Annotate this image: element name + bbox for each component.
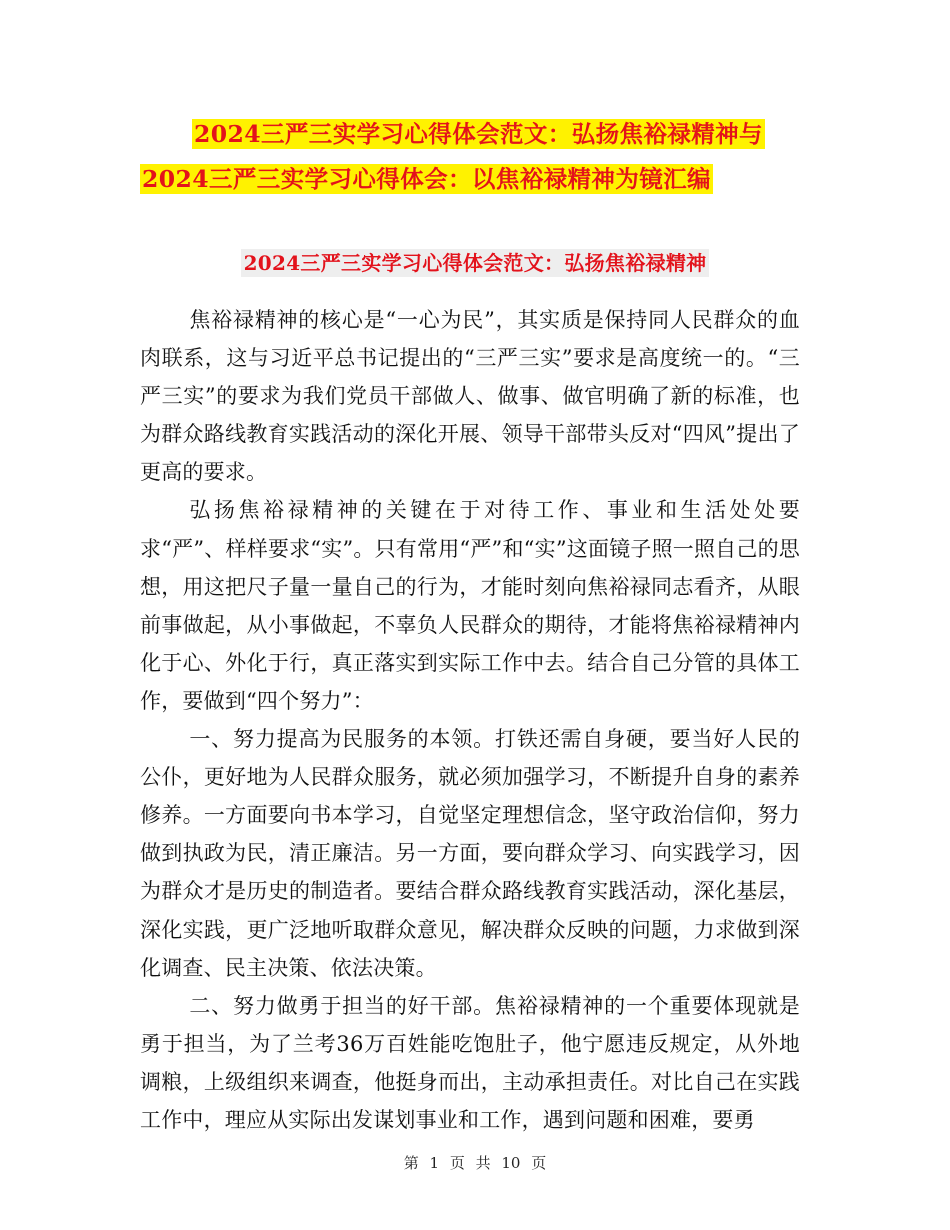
paragraph-2: 弘扬焦裕禄精神的关键在于对待工作、事业和生活处处要求“严”、样样要求“实”。只有常用“严”和“实”这面镜子照一照自己的思想，用这把尺子量一量自己的行为，才能时刻向焦裕禄同志看齐，从眼前事做起，从小事做起，不辜负人民群众的期待，才能将焦裕禄精神内化于心、外化于行，真正落实到实际工作中去。结合自己分管的具体工作，要做到“四个努力”： (140, 498, 800, 713)
document-body (140, 301, 800, 1139)
page-footer: 第 1 页 共 10 页 (403, 1154, 547, 1172)
paragraph-3: 一、努力提高为民服务的本领。打铁还需自身硬，要当好人民的公仆，更好地为人民群众服务，就必须加强学习，不断提升自身的素养修养。一方面要向书本学习，自觉坚定理想信念，坚守政治信仰，努力做到执政为民，清正廉洁。另一方面，要向群众学习、向实践学习，因为群众才是历史的制造者。要结合群众路线教育实践活动，深化基层，深化实践，更广泛地听取群众意见，解决群众反映的问题，力求做到深化调查、民主决策、依法决策。 (140, 727, 800, 980)
main-title-line-1-text: 2024三严三实学习心得体会范文：弘扬焦裕禄精神与 (194, 120, 763, 148)
paragraph-4: 二、努力做勇于担当的好干部。焦裕禄精神的一个重要体现就是勇于担当，为了兰考36万百姓能吃饱肚子，他宁愿违反规定，从外地调粮，上级组织来调查，他挺身而出，主动承担责任。对比自己在实践工作中，理应从实际出发谋划事业和工作，遇到问题和困难，要勇 (140, 993, 800, 1132)
main-title-line-2 (140, 157, 820, 202)
section-title-text: 2024三严三实学习心得体会范文：弘扬焦裕禄精神 (241, 249, 710, 277)
main-title-line-1 (140, 112, 820, 157)
paragraph-1: 焦裕禄精神的核心是“一心为民”，其实质是保持同人民群众的血肉联系，这与习近平总书记提出的“三严三实”要求是高度统一的。“三严三实”的要求为我们党员干部做人、做事、做官明确了新的标准，也为群众路线教育实践活动的深化开展、领导干部带头反对“四风”提出了更高的要求。 (140, 308, 800, 485)
main-title-line-2-text: 2024三严三实学习心得体会：以焦裕禄精神为镜汇编 (142, 165, 711, 193)
document-main-title (140, 112, 820, 202)
section-title (0, 248, 950, 278)
